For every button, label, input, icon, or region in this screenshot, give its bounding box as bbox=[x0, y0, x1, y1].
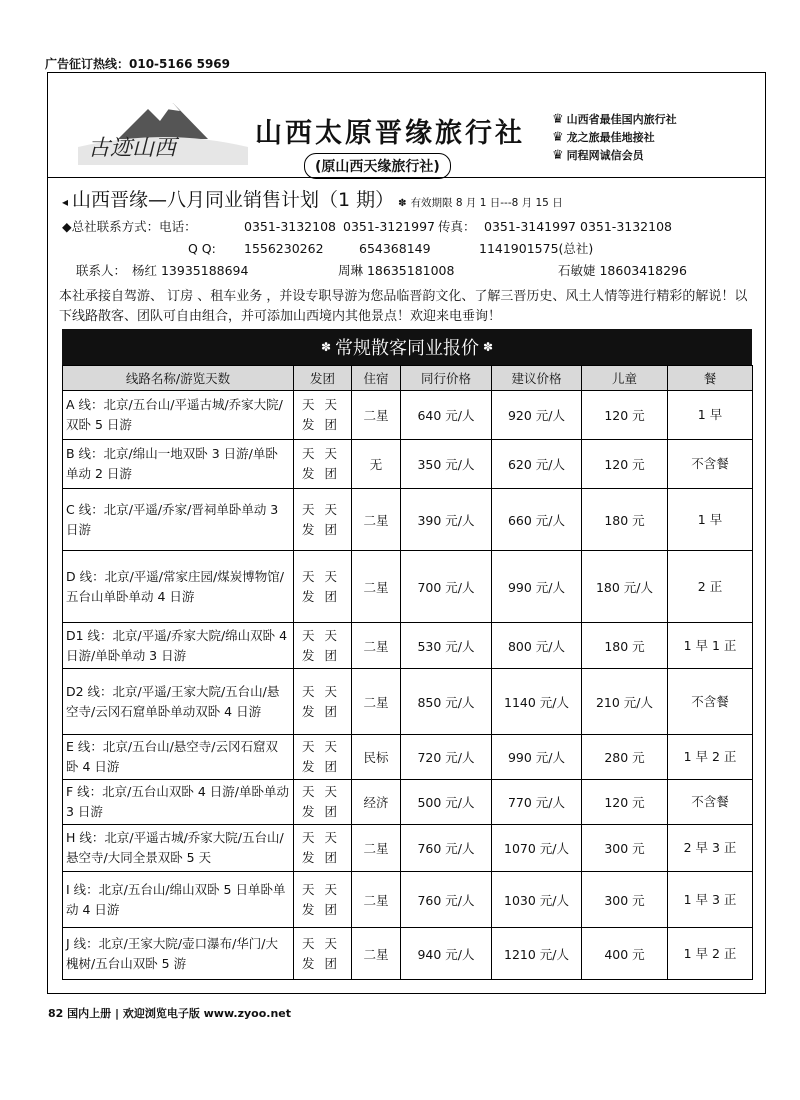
route-cell: D2 线：北京/平遥/王家大院/五台山/悬空寺/云冈石窟单卧单动双卧 4 日游 bbox=[63, 669, 294, 735]
meal-cell: 1 早 2 正 bbox=[668, 735, 753, 780]
peer-price-cell: 940 元/人 bbox=[401, 928, 492, 980]
qq-number: 1141901575(总社) bbox=[479, 241, 594, 256]
retail-price-cell: 920 元/人 bbox=[492, 391, 582, 440]
swirl-icon: ✽ bbox=[483, 340, 494, 354]
departure-cell: 天天发团 bbox=[294, 551, 352, 623]
meal-cell: 1 早 2 正 bbox=[668, 928, 753, 980]
table-row bbox=[63, 551, 753, 623]
table-row bbox=[63, 735, 753, 780]
peer-price-cell: 760 元/人 bbox=[401, 872, 492, 928]
meal-cell: 1 早 1 正 bbox=[668, 623, 753, 669]
contact-person: 周琳 18635181008 bbox=[338, 263, 455, 278]
departure-cell: 天天发团 bbox=[294, 928, 352, 980]
table-row bbox=[63, 669, 753, 735]
col-header-retail-price: 建议价格 bbox=[492, 366, 582, 391]
departure-cell: 天天发团 bbox=[294, 391, 352, 440]
plan-heading bbox=[62, 185, 563, 212]
peer-price-cell: 850 元/人 bbox=[401, 669, 492, 735]
phone-number: 0351-3121997 bbox=[343, 219, 435, 234]
award-item: ♛ 同程网诚信会员 bbox=[552, 148, 644, 163]
award-icon: ♛ bbox=[552, 112, 564, 127]
table-row bbox=[63, 623, 753, 669]
col-header-meal: 餐 bbox=[668, 366, 753, 391]
award-icon: ♛ bbox=[552, 130, 564, 145]
header bbox=[78, 81, 758, 181]
intro-text: 本社承接自驾游、 订房 、租车业务 ，并设专职导游为您品临晋韵文化、了解三晋历史、风土人情等进行精彩的解说！以下线路散客、团队可自由组合，并可添加山西境内其他景点！欢迎来电垂询！ bbox=[59, 289, 748, 324]
child-price-cell: 120 元 bbox=[582, 391, 668, 440]
lodging-cell: 二星 bbox=[352, 825, 401, 872]
fax-number: 0351-3132108 bbox=[580, 219, 672, 234]
retail-price-cell: 800 元/人 bbox=[492, 623, 582, 669]
agency-former-name: (原山西天缘旅行社) bbox=[304, 153, 451, 179]
route-cell: F 线：北京/五台山双卧 4 日游/单卧单动 3 日游 bbox=[63, 780, 294, 825]
header-divider bbox=[48, 177, 765, 178]
meal-cell: 1 早 bbox=[668, 489, 753, 551]
child-price-cell: 300 元 bbox=[582, 825, 668, 872]
retail-price-cell: 1070 元/人 bbox=[492, 825, 582, 872]
peer-price-cell: 760 元/人 bbox=[401, 825, 492, 872]
lodging-cell: 二星 bbox=[352, 669, 401, 735]
people-label: 联系人： bbox=[76, 263, 127, 278]
retail-price-cell: 1140 元/人 bbox=[492, 669, 582, 735]
table-row bbox=[63, 489, 753, 551]
ad-hotline: 广告征订热线：010-5166 5969 bbox=[45, 57, 231, 71]
child-price-cell: 300 元 bbox=[582, 872, 668, 928]
route-cell: J 线：北京/王家大院/壶口瀑布/华门/大槐树/五台山双卧 5 游 bbox=[63, 928, 294, 980]
page-footer: 82 国内上册 | 欢迎浏览电子版 www.zyoo.net bbox=[48, 1007, 292, 1020]
departure-cell: 天天发团 bbox=[294, 440, 352, 489]
plan-validity: 有效期限 8 月 1 日---8 月 15 日 bbox=[410, 197, 563, 209]
lodging-cell: 经济 bbox=[352, 780, 401, 825]
child-price-cell: 120 元 bbox=[582, 440, 668, 489]
child-price-cell: 180 元 bbox=[582, 623, 668, 669]
table-row bbox=[63, 928, 753, 980]
retail-price-cell: 1210 元/人 bbox=[492, 928, 582, 980]
award-item: ♛ 山西省最佳国内旅行社 bbox=[552, 112, 677, 127]
lodging-cell: 无 bbox=[352, 440, 401, 489]
meal-cell: 2 正 bbox=[668, 551, 753, 623]
departure-cell: 天天发团 bbox=[294, 825, 352, 872]
award-item: ♛ 龙之旅最佳地接社 bbox=[552, 130, 655, 145]
table-banner: ✽ 常规散客同业报价 ✽ bbox=[62, 329, 752, 365]
retail-price-cell: 620 元/人 bbox=[492, 440, 582, 489]
child-price-cell: 120 元 bbox=[582, 780, 668, 825]
plan-title: 山西晋缘—八月同业销售计划（1 期） bbox=[72, 189, 395, 211]
departure-cell: 天天发团 bbox=[294, 669, 352, 735]
phone-number: 0351-3132108 bbox=[244, 219, 336, 234]
lodging-cell: 二星 bbox=[352, 872, 401, 928]
peer-price-cell: 720 元/人 bbox=[401, 735, 492, 780]
qq-number: 654368149 bbox=[359, 241, 431, 256]
lodging-cell: 二星 bbox=[352, 551, 401, 623]
contact-person: 杨红 13935188694 bbox=[132, 263, 249, 278]
departure-cell: 天天发团 bbox=[294, 735, 352, 780]
meal-cell: 不含餐 bbox=[668, 669, 753, 735]
bullet-icon: ◂ bbox=[62, 195, 69, 209]
price-table-section bbox=[62, 329, 752, 980]
award-icon: ♛ bbox=[552, 148, 564, 163]
route-cell: B 线：北京/绵山一地双卧 3 日游/单卧单动 2 日游 bbox=[63, 440, 294, 489]
page-frame: 古迹山西 山西太原晋缘旅行社 (原山西天缘旅行社) ♛ 山西省最佳国内旅行社 ♛ 龙之旅最佳地接社 ♛ 同程网诚信会员 ◂ 山西晋缘—八月同业销售计划（1 期） ✽ 有效期限 8 月 1 日---8 月 15 日 ◆总社联系方式：电话： 0351-3132108 0351-3121997 传真： 0351-3141997 0351-3132108 Q Q: 1556230262 654368149 1141901575(总社) 联系人： 杨红 13935188694 周琳 18635181008 石敏婕 18603418296 本社承接自驾游、 订房 、租车业务 ，并设专职导游为您品临晋韵文化、了解三晋历史、风土人情等进行精彩的解说！以下线路散客、团队可自由组合，并可添加山西境内其他景点！欢迎来电垂询！ ✽ 常规散客同业报价 ✽ 线路名称/游览天数 发团 住宿 同行价格 建议价格 儿童 餐 A 线：北京/五台山/平遥古城/乔家大院/双卧 5 日游 天天发团 二星 640 元/人 920 元/人 120 元 1 早 B 线：北京/绵山一地双卧 3 日游/单卧单动 2 日游 天天发团 无 350 元/人 620 元/人 120 元 不含餐 C 线：北京/平遥/乔家/晋祠单卧单动 3 日游 天天发团 二星 390 元/人 660 元/人 180 元 1 早 D 线：北京/平遥/常家庄园/煤炭博物馆/五台山单卧单动 4 日游 天天发团 二星 700 元/人 990 元/人 180 元/人 2 正 D1 线：北京/平遥/乔家大院/绵山双卧 4 日游/单卧单动 3 日游 天天发团 二星 530 元/人 800 元/人 180 元 1 早 1 正 D2 线：北京/平遥/王家大院/五台山/悬空寺/云冈石窟单卧单动双卧 4 日游 天天发团 二星 850 元/人 1140 元/人 210 元/人 不含餐 E 线：北京/五台山/悬空寺/云冈石窟双卧 4 日游 天天发团 民标 720 元/人 990 元/人 280 元 1 早 2 正 F 线：北京/五台山双卧 4 日游/单卧单动 3 日游 天天发团 经济 500 元/人 770 元/人 120 元 不含餐 H 线：北京/平遥古城/乔家大院/五台山/悬空寺/大同全景双卧 5 天 天天发团 二星 760 元/人 1070 元/人 300 元 2 早 3 正 I 线：北京/五台山/绵山双卧 5 日单卧单动 4 日游 天天发团 二星 760 元/人 1030 元/人 300 元 1 早 3 正 J 线：北京/王家大院/壶口瀑布/华门/大槐树/五台山双卧 5 游 天天发团 二星 940 元/人 1210 元/人 400 元 1 早 2 正 bbox=[47, 72, 766, 994]
route-cell: A 线：北京/五台山/平遥古城/乔家大院/双卧 5 日游 bbox=[63, 391, 294, 440]
meal-cell: 2 早 3 正 bbox=[668, 825, 753, 872]
lodging-cell: 民标 bbox=[352, 735, 401, 780]
table-row bbox=[63, 825, 753, 872]
swirl-icon: ✽ bbox=[320, 340, 331, 354]
child-price-cell: 180 元/人 bbox=[582, 551, 668, 623]
departure-cell: 天天发团 bbox=[294, 489, 352, 551]
peer-price-cell: 500 元/人 bbox=[401, 780, 492, 825]
mountain-logo-icon bbox=[78, 87, 248, 165]
meal-cell: 1 早 bbox=[668, 391, 753, 440]
table-header-row bbox=[63, 366, 753, 391]
retail-price-cell: 1030 元/人 bbox=[492, 872, 582, 928]
lodging-cell: 二星 bbox=[352, 623, 401, 669]
meal-cell: 不含餐 bbox=[668, 780, 753, 825]
route-cell: C 线：北京/平遥/乔家/晋祠单卧单动 3 日游 bbox=[63, 489, 294, 551]
meal-cell: 1 早 3 正 bbox=[668, 872, 753, 928]
route-cell: D1 线：北京/平遥/乔家大院/绵山双卧 4 日游/单卧单动 3 日游 bbox=[63, 623, 294, 669]
fax-number: 0351-3141997 bbox=[484, 219, 576, 234]
col-header-departure: 发团 bbox=[294, 366, 352, 391]
retail-price-cell: 770 元/人 bbox=[492, 780, 582, 825]
route-cell: I 线：北京/五台山/绵山双卧 5 日单卧单动 4 日游 bbox=[63, 872, 294, 928]
peer-price-cell: 640 元/人 bbox=[401, 391, 492, 440]
departure-cell: 天天发团 bbox=[294, 780, 352, 825]
lodging-cell: 二星 bbox=[352, 391, 401, 440]
col-header-route: 线路名称/游览天数 bbox=[63, 366, 294, 391]
logo-text: 古迹山西 bbox=[88, 136, 177, 161]
route-cell: D 线：北京/平遥/常家庄园/煤炭博物馆/五台山单卧单动 4 日游 bbox=[63, 551, 294, 623]
child-price-cell: 210 元/人 bbox=[582, 669, 668, 735]
retail-price-cell: 660 元/人 bbox=[492, 489, 582, 551]
awards-list bbox=[552, 111, 677, 165]
fax-label: 传真： bbox=[438, 219, 476, 234]
swirl-icon: ✽ bbox=[398, 198, 407, 209]
departure-cell: 天天发团 bbox=[294, 872, 352, 928]
child-price-cell: 400 元 bbox=[582, 928, 668, 980]
price-table bbox=[62, 365, 753, 980]
qq-number: 1556230262 bbox=[244, 241, 324, 256]
child-price-cell: 180 元 bbox=[582, 489, 668, 551]
retail-price-cell: 990 元/人 bbox=[492, 735, 582, 780]
col-header-lodging: 住宿 bbox=[352, 366, 401, 391]
peer-price-cell: 390 元/人 bbox=[401, 489, 492, 551]
col-header-peer-price: 同行价格 bbox=[401, 366, 492, 391]
table-row bbox=[63, 391, 753, 440]
meal-cell: 不含餐 bbox=[668, 440, 753, 489]
lodging-cell: 二星 bbox=[352, 928, 401, 980]
lodging-cell: 二星 bbox=[352, 489, 401, 551]
route-cell: E 线：北京/五台山/悬空寺/云冈石窟双卧 4 日游 bbox=[63, 735, 294, 780]
retail-price-cell: 990 元/人 bbox=[492, 551, 582, 623]
table-row bbox=[63, 872, 753, 928]
table-row bbox=[63, 440, 753, 489]
peer-price-cell: 530 元/人 bbox=[401, 623, 492, 669]
col-header-child: 儿童 bbox=[582, 366, 668, 391]
peer-price-cell: 700 元/人 bbox=[401, 551, 492, 623]
table-row bbox=[63, 780, 753, 825]
qq-label: Q Q: bbox=[188, 241, 216, 256]
departure-cell: 天天发团 bbox=[294, 623, 352, 669]
peer-price-cell: 350 元/人 bbox=[401, 440, 492, 489]
child-price-cell: 280 元 bbox=[582, 735, 668, 780]
route-cell: H 线：北京/平遥古城/乔家大院/五台山/悬空寺/大同全景双卧 5 天 bbox=[63, 825, 294, 872]
contact-person: 石敏婕 18603418296 bbox=[558, 263, 687, 278]
agency-name: 山西太原晋缘旅行社 bbox=[255, 118, 525, 149]
